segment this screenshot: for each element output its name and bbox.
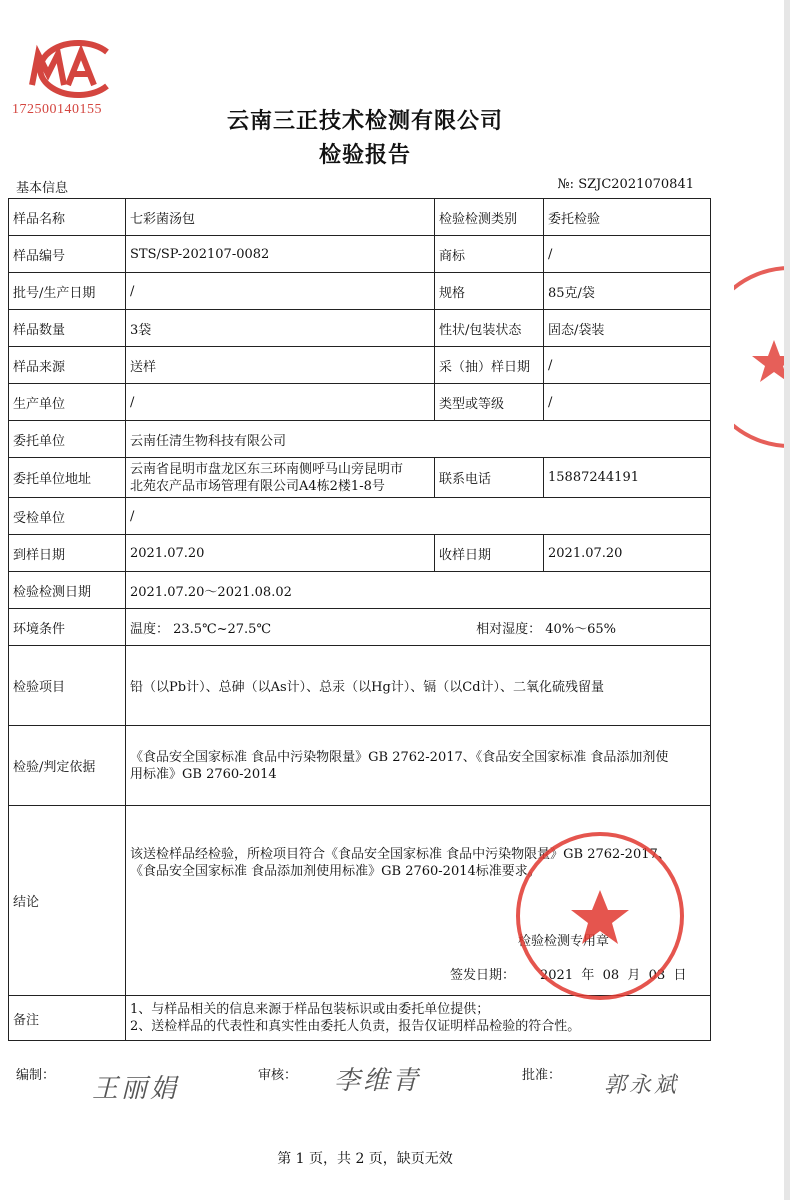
row-client-address	[9, 458, 711, 498]
basic-info-heading: 基本信息	[16, 181, 69, 196]
row-test-items	[9, 646, 711, 726]
label-source: 样品来源	[9, 347, 126, 384]
official-seal	[512, 828, 688, 1008]
conclusion-line-2: 《食品安全国家标准 食品添加剂使用标准》GB 2760-2014标准要求。	[130, 864, 541, 879]
label-inspected: 受检单位	[9, 498, 126, 535]
value-spec: 85克/袋	[544, 273, 711, 310]
row-sample-code	[9, 236, 711, 273]
label-sampling-date: 采（抽）样日期	[435, 347, 544, 384]
value-sample-name: 七彩菌汤包	[126, 199, 435, 236]
page-footer: 第 1 页，共 2 页，缺页无效	[277, 1151, 453, 1167]
value-sampling-date: /	[544, 347, 711, 384]
value-state: 固态/袋装	[544, 310, 711, 347]
reviewed-signature: 李维青	[334, 1066, 422, 1096]
row-quantity	[9, 310, 711, 347]
value-test-date: 2021.07.20～2021.08.02	[126, 572, 711, 609]
edge-seal-star-icon	[734, 262, 790, 452]
label-test-category: 检验检测类别	[435, 199, 544, 236]
label-sample-code: 样品编号	[9, 236, 126, 273]
remark-line-2: 2、送检样品的代表性和真实性由委托人负责，报告仅证明样品检验的符合性。	[130, 1019, 581, 1034]
seal-star-icon	[512, 828, 688, 1004]
conclusion-line-1: 该送检样品经检验，所检项目符合《食品安全国家标准 食品中污染物限量》GB 2762-2017、	[130, 847, 671, 862]
label-trademark: 商标	[435, 236, 544, 273]
row-client	[9, 421, 711, 458]
row-producer	[9, 384, 711, 421]
page-edge	[784, 0, 790, 1200]
value-arrival-date: 2021.07.20	[126, 535, 435, 572]
company-name: 云南三正技术检测有限公司	[226, 108, 503, 134]
label-client-address: 委托单位地址	[9, 458, 126, 498]
address-line-2: 北苑农产品市场管理有限公司A4栋2楼1-8号	[130, 478, 385, 494]
label-conclusion: 结论	[9, 806, 126, 996]
row-batch	[9, 273, 711, 310]
label-basis: 检验/判定依据	[9, 726, 126, 806]
label-batch: 批号/生产日期	[9, 273, 126, 310]
label-client: 委托单位	[9, 421, 126, 458]
label-receive-date: 收样日期	[435, 535, 544, 572]
label-quantity: 样品数量	[9, 310, 126, 347]
value-environment	[126, 609, 711, 646]
issue-date: 2021 年 08 月 03 日	[540, 968, 687, 983]
value-quantity: 3袋	[126, 310, 435, 347]
row-arrival	[9, 535, 711, 572]
row-environment	[9, 609, 711, 646]
cma-mark-icon	[12, 38, 127, 100]
value-source: 送样	[126, 347, 435, 384]
value-inspected: /	[126, 498, 711, 535]
seal-caption: 检验检测专用章	[518, 934, 610, 949]
value-client-address	[126, 458, 435, 498]
value-test-category: 委托检验	[544, 199, 711, 236]
value-phone: 15887244191	[544, 458, 711, 498]
label-environment: 环境条件	[9, 609, 126, 646]
value-trademark: /	[544, 236, 711, 273]
label-test-date: 检验检测日期	[9, 572, 126, 609]
value-client: 云南任清生物科技有限公司	[126, 421, 711, 458]
label-remarks: 备注	[9, 996, 126, 1041]
approved-label: 批准：	[522, 1068, 562, 1083]
basis-line-2: 用标准》GB 2760-2014	[130, 766, 277, 782]
label-test-items: 检验项目	[9, 646, 126, 726]
row-inspected	[9, 498, 711, 535]
edge-seal	[734, 262, 790, 456]
row-sample-name	[9, 199, 711, 236]
prepared-label: 编制：	[16, 1068, 56, 1083]
label-arrival-date: 到样日期	[9, 535, 126, 572]
label-phone: 联系电话	[435, 458, 544, 498]
reviewed-label: 审核：	[258, 1068, 298, 1083]
label-grade: 类型或等级	[435, 384, 544, 421]
value-grade: /	[544, 384, 711, 421]
row-basis	[9, 726, 711, 806]
doc-title: 检验报告	[318, 142, 411, 168]
cma-number: 172500140155	[12, 102, 102, 117]
issue-date-label: 签发日期：	[450, 968, 516, 983]
report-number: №: SZJC2021070841	[557, 177, 694, 192]
label-state: 性状/包装状态	[435, 310, 544, 347]
value-sample-code: STS/SP-202107-0082	[126, 236, 435, 273]
value-receive-date: 2021.07.20	[544, 535, 711, 572]
temperature: 温度： 23.5℃~27.5℃	[130, 621, 272, 637]
prepared-signature: 王丽娟	[92, 1074, 180, 1104]
humidity: 相对湿度： 40%～65%	[476, 621, 616, 637]
address-line-1: 云南省昆明市盘龙区东三环南侧呼马山旁昆明市	[130, 461, 404, 477]
remark-line-1: 1、与样品相关的信息来源于样品包装标识或由委托单位提供；	[130, 1002, 490, 1017]
value-basis	[126, 726, 711, 806]
value-batch: /	[126, 273, 435, 310]
row-test-date	[9, 572, 711, 609]
basis-line-1: 《食品安全国家标准 食品中污染物限量》GB 2762-2017、《食品安全国家标准 食品添加剂使	[130, 749, 669, 765]
label-sample-name: 样品名称	[9, 199, 126, 236]
value-test-items: 铅（以Pb计）、总砷（以As计）、总汞（以Hg计）、镉（以Cd计）、二氧化硫残留量	[126, 646, 711, 726]
label-spec: 规格	[435, 273, 544, 310]
value-producer: /	[126, 384, 435, 421]
row-source	[9, 347, 711, 384]
label-producer: 生产单位	[9, 384, 126, 421]
approved-signature: 郭永斌	[604, 1073, 680, 1098]
